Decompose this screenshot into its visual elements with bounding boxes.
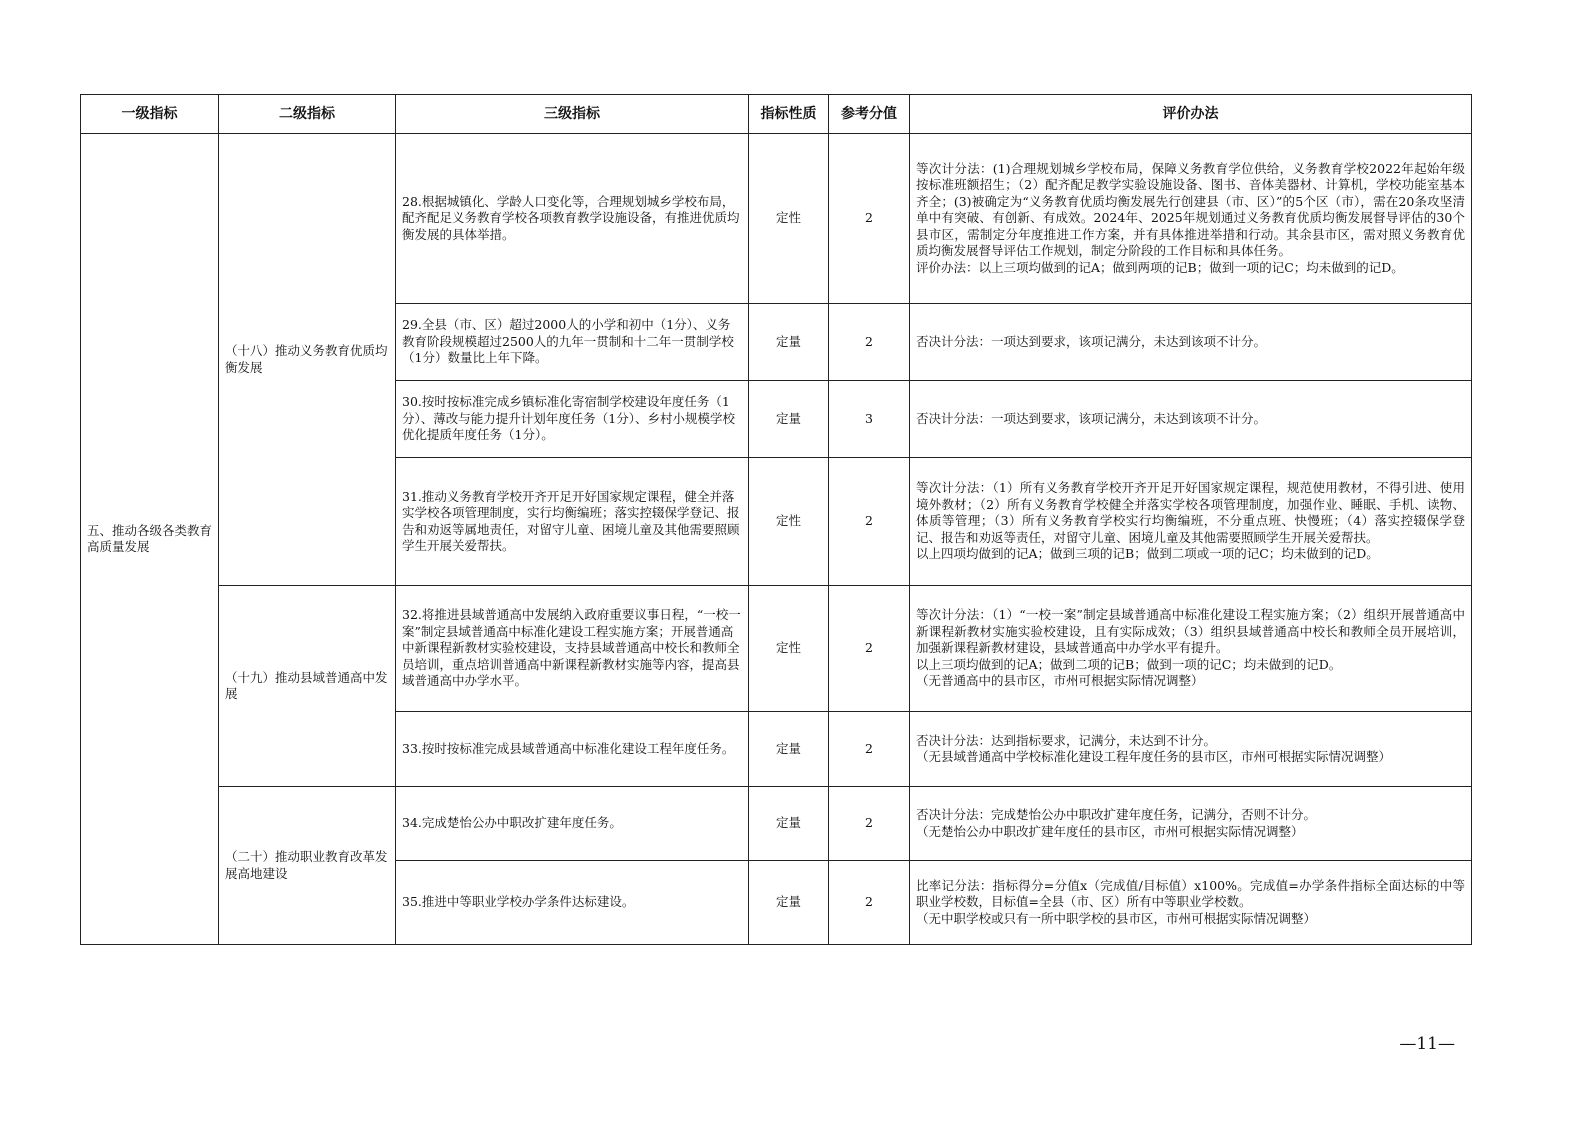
score-cell: 2 (829, 134, 910, 304)
method-line: 否决计分法：一项达到要求，该项记满分，未达到该项不计分。 (916, 410, 1267, 426)
method-cell (910, 787, 1472, 861)
method-cell (910, 304, 1472, 381)
table-header-row (81, 95, 1472, 134)
method-line: 以上三项均做到的记A；做到二项的记B；做到一项的记C；均未做到的记D。 (916, 656, 1342, 672)
nature-cell: 定量 (749, 787, 829, 861)
method-line: 等次计分法：(1)合理规划城乡学校布局，保障义务教育学位供给，义务教育学校2022年起始年级按标准班额招生；（2）配齐配足教学实验设施设备、图书、音体美器材、计算机，学校功能室基本齐全；(3)被确定为“义务教育优质均衡发展先行创建县（市、区）”的5个区（市），需在20条攻坚清单中有突破、有创新、有成效。2024年、2025年规划通过义务教育优质均衡发展督导评估的30个县市区，需制定分年度推进工作方案，并有具体推进举措和行动。其余县市区，需对照义务教育优质均衡发展督导评估工作规划，制定分阶段的工作目标和具体任务。 (916, 160, 1465, 259)
score-cell: 3 (829, 381, 910, 458)
level2-cell: （十九）推动县域普通高中发展 (219, 586, 396, 787)
method-cell (910, 458, 1472, 586)
table-row (81, 787, 1472, 861)
score-cell: 2 (829, 787, 910, 861)
nature-cell: 定量 (749, 712, 829, 787)
method-line: （无普通高中的县市区，市州可根据实际情况调整） (916, 673, 1204, 689)
method-cell (910, 712, 1472, 787)
header-level1: 一级指标 (81, 95, 219, 134)
evaluation-table (80, 94, 1472, 945)
method-line: 否决计分法：一项达到要求，该项记满分，未达到该项不计分。 (916, 333, 1267, 349)
method-line: （无中职学校或只有一所中职学校的县市区，市州可根据实际情况调整） (916, 910, 1317, 926)
nature-cell: 定性 (749, 134, 829, 304)
level3-cell: 28.根据城镇化、学龄人口变化等，合理规划城乡学校布局，配齐配足义务教育学校各项教育教学设施设备，有推进优质均衡发展的具体举措。 (396, 134, 749, 304)
level3-cell: 31.推动义务教育学校开齐开足开好国家规定课程，健全并落实学校各项管理制度，实行均衡编班；落实控辍保学登记、报告和劝返等属地责任，对留守儿童、困境儿童及其他需要照顾学生开展关爱帮扶。 (396, 458, 749, 586)
header-score: 参考分值 (829, 95, 910, 134)
method-line: （无楚怡公办中职改扩建年度任的县市区，市州可根据实际情况调整） (916, 823, 1304, 839)
score-cell: 2 (829, 712, 910, 787)
nature-cell: 定量 (749, 861, 829, 945)
method-cell (910, 861, 1472, 945)
table-row (81, 134, 1472, 304)
method-line: 比率记分法：指标得分=分值x（完成值/目标值）x100%。完成值=办学条件指标全面达标的中等职业学校数，目标值=全县（市、区）所有中等职业学校数。 (916, 877, 1465, 910)
method-cell (910, 134, 1472, 304)
header-level2: 二级指标 (219, 95, 396, 134)
method-line: 否决计分法：完成楚怡公办中职改扩建年度任务，记满分，否则不计分。 (916, 807, 1317, 822)
level2-cell: （二十）推动职业教育改革发展高地建设 (219, 787, 396, 945)
header-method: 评价办法 (910, 95, 1472, 134)
header-level3: 三级指标 (396, 95, 749, 134)
method-line: 等次计分法：（1）所有义务教育学校开齐开足开好国家规定课程，规范使用教材，不得引进、使用境外教材；（2）所有义务教育学校健全并落实学校各项管理制度，加强作业、睡眠、手机、读物、体质等管理；（3）所有义务教育学校实行均衡编班，不分重点班、快慢班；（4）落实控辍保学登记、报告和劝返等责任，对留守儿童、困境儿童及其他需要照顾学生开展关爱帮扶。 (916, 480, 1465, 545)
level3-cell: 33.按时按标准完成县域普通高中标准化建设工程年度任务。 (396, 712, 749, 787)
nature-cell: 定量 (749, 381, 829, 458)
nature-cell: 定性 (749, 586, 829, 712)
method-line: 以上四项均做到的记A；做到三项的记B；做到二项或一项的记C；均未做到的记D。 (916, 546, 1379, 562)
method-line: （无县域普通高中学校标准化建设工程年度任务的县市区，市州可根据实际情况调整） (916, 749, 1392, 764)
score-cell: 2 (829, 586, 910, 712)
method-cell (910, 586, 1472, 712)
level3-cell: 32.将推进县域普通高中发展纳入政府重要议事日程，“一校一案”制定县域普通高中标准化建设工程实施方案；开展普通高中新课程新教材实验校建设，支持县域普通高中校长和教师全员培训，重点培训普通高中新课程新教材实施等内容，提高县域普通高中办学水平。 (396, 586, 749, 712)
level1-cell: 五、推动各级各类教育高质量发展 (81, 134, 219, 945)
method-line: 否决计分法：达到指标要求，记满分，未达到不计分。 (916, 732, 1217, 748)
method-line: 评价办法：以上三项均做到的记A；做到两项的记B；做到一项的记C；均未做到的记D。 (916, 259, 1404, 275)
score-cell: 2 (829, 304, 910, 381)
nature-cell: 定量 (749, 304, 829, 381)
level3-cell: 30.按时按标准完成乡镇标准化寄宿制学校建设年度任务（1分）、薄改与能力提升计划年度任务（1分）、乡村小规模学校优化提质年度任务（1分）。 (396, 381, 749, 458)
score-cell: 2 (829, 861, 910, 945)
level2-cell: （十八）推动义务教育优质均衡发展 (219, 134, 396, 586)
page-number: —11— (1399, 1034, 1455, 1054)
method-cell (910, 381, 1472, 458)
method-line: 等次计分法：（1）“一校一案”制定县域普通高中标准化建设工程实施方案；（2）组织开展普通高中新课程新教材实施实验校建设，且有实际成效；（3）组织县域普通高中校长和教师全员开展培训，加强新课程新教材建设，县域普通高中办学水平有提升。 (916, 607, 1465, 656)
header-nature: 指标性质 (749, 95, 829, 134)
level3-cell: 35.推进中等职业学校办学条件达标建设。 (396, 861, 749, 945)
level3-cell: 29.全县（市、区）超过2000人的小学和初中（1分）、义务教育阶段规模超过2500人的九年一贯制和十二年一贯制学校（1分）数量比上年下降。 (396, 304, 749, 381)
score-cell: 2 (829, 458, 910, 586)
nature-cell: 定性 (749, 458, 829, 586)
table-row (81, 586, 1472, 712)
level3-cell: 34.完成楚怡公办中职改扩建年度任务。 (396, 787, 749, 861)
